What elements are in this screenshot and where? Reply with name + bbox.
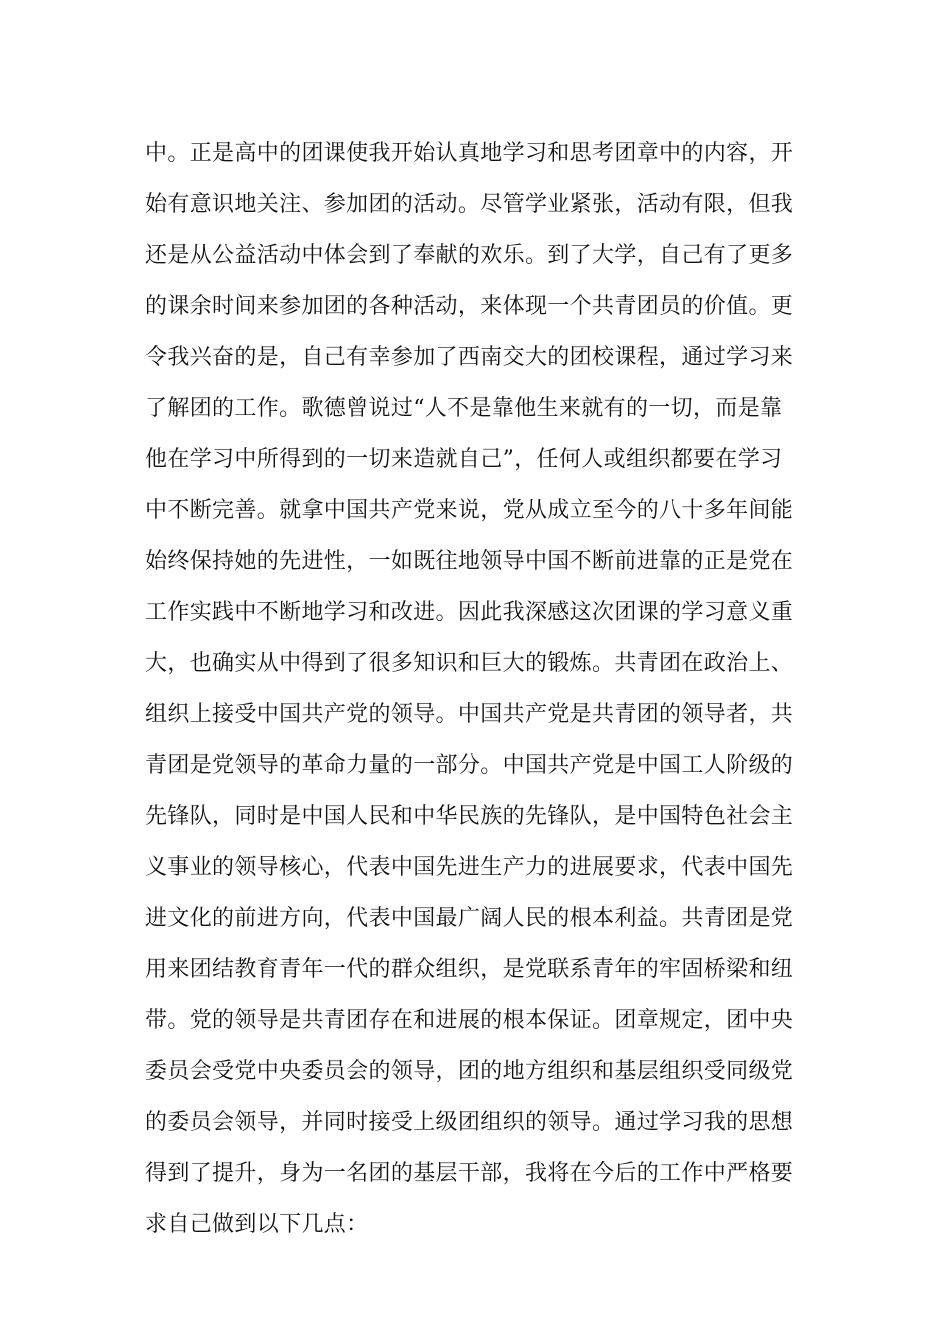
text-line: 始终保持她的先进性，一如既往地领导中国不断前进靠的正是党在: [145, 549, 794, 574]
body-text: [145, 128, 815, 1250]
text-line: 始有意识地关注、参加团的活动。尽管学业紧张，活动有限，但我: [145, 192, 794, 217]
text-line: 用来团结教育青年一代的群众组织，是党联系青年的牢固桥梁和纽: [145, 957, 794, 982]
text-line: 先锋队，同时是中国人民和中华民族的先锋队，是中国特色社会主: [145, 804, 794, 829]
text-line: 义事业的领导核心，代表中国先进生产力的进展要求，代表中国先: [145, 855, 794, 880]
text-line: 他在学习中所得到的一切来造就自己”，任何人或组织都要在学习: [145, 447, 783, 472]
text-line: 的课余时间来参加团的各种活动，来体现一个共青团员的价值。更: [145, 294, 794, 319]
text-line: 大，也确实从中得到了很多知识和巨大的锻炼。共青团在政治上、: [145, 651, 794, 676]
text-line: 组织上接受中国共产党的领导。中国共产党是共青团的领导者，共: [145, 702, 794, 727]
text-line: 进文化的前进方向，代表中国最广阔人民的根本利益。共青团是党: [145, 906, 794, 931]
text-line: 委员会受党中央委员会的领导，团的地方组织和基层组织受同级党: [145, 1059, 794, 1084]
text-line: 了解团的工作。歌德曾说过“人不是靠他生来就有的一切，而是靠: [145, 396, 783, 421]
text-line: 令我兴奋的是，自己有幸参加了西南交大的团校课程，通过学习来: [145, 345, 794, 370]
text-line: 中。正是高中的团课使我开始认真地学习和思考团章中的内容，开: [145, 141, 794, 166]
text-line: 的委员会领导，并同时接受上级团组织的领导。通过学习我的思想: [145, 1110, 794, 1135]
text-line: 工作实践中不断地学习和改进。因此我深感这次团课的学习意义重: [145, 600, 794, 625]
text-line: 带。党的领导是共青团存在和进展的根本保证。团章规定，团中央: [145, 1008, 794, 1033]
text-line: 中不断完善。就拿中国共产党来说，党从成立至今的八十多年间能: [145, 498, 794, 523]
text-line: 还是从公益活动中体会到了奉献的欢乐。到了大学，自己有了更多: [145, 243, 794, 268]
text-line: 得到了提升，身为一名团的基层干部，我将在今后的工作中严格要: [145, 1161, 794, 1186]
text-line: 求自己做到以下几点：: [145, 1212, 369, 1237]
text-line: 青团是党领导的革命力量的一部分。中国共产党是中国工人阶级的: [145, 753, 794, 778]
